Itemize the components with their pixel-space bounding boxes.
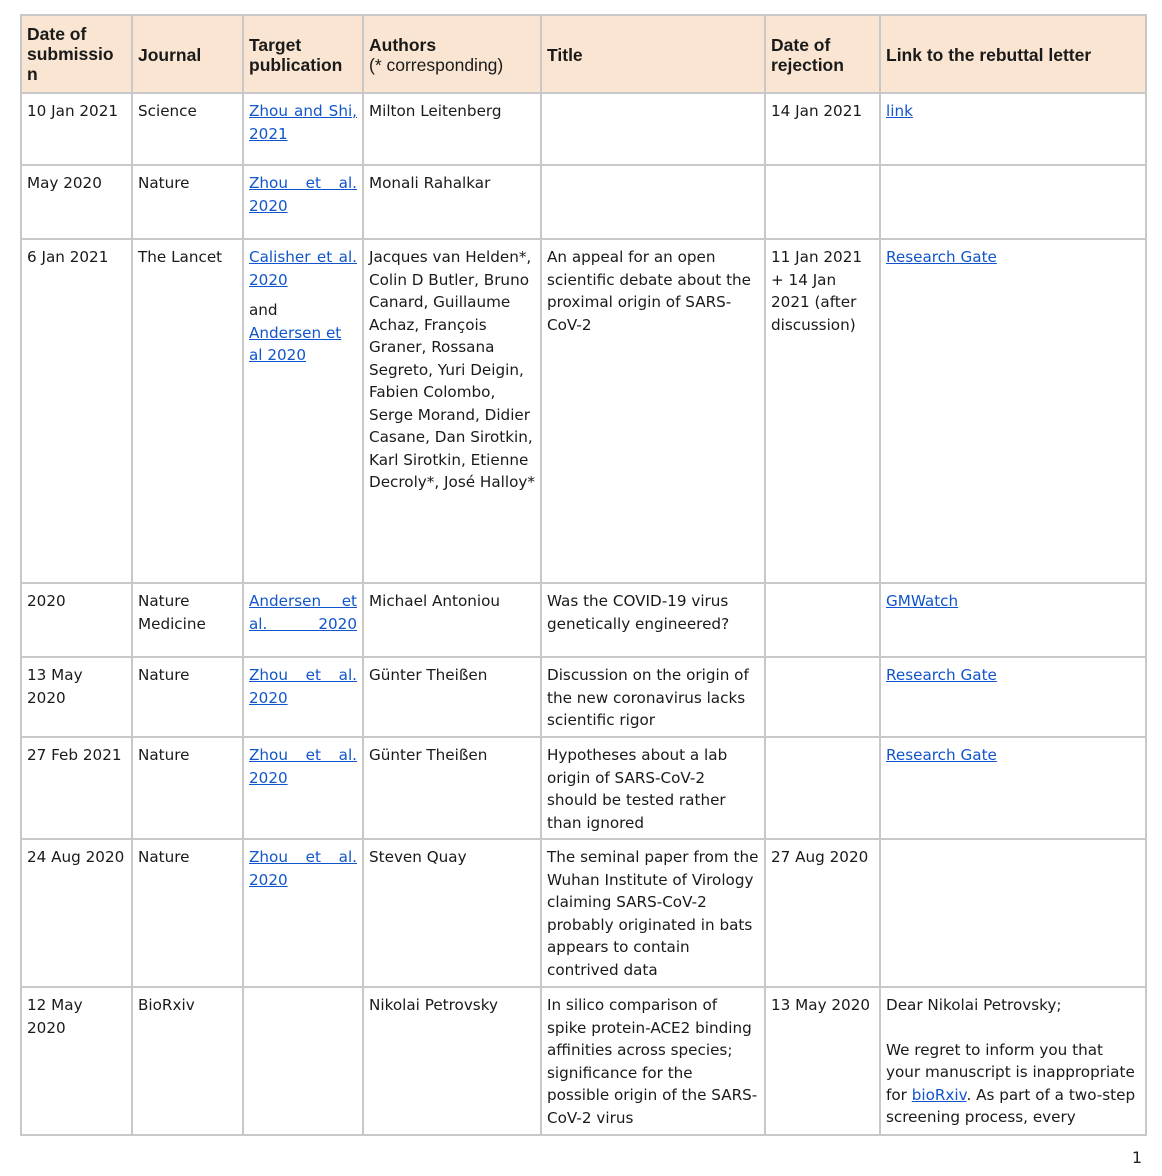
- cell-journal: Nature: [132, 657, 243, 737]
- header-journal: [132, 15, 243, 93]
- cell-link: [880, 657, 1146, 737]
- cell-journal: Nature: [132, 839, 243, 987]
- table-row: [21, 657, 1146, 737]
- cell-date: 10 Jan 2021: [21, 93, 132, 165]
- cell-date: 12 May 2020: [21, 987, 132, 1135]
- cell-rejection: 27 Aug 2020: [765, 839, 880, 987]
- cell-target: [243, 239, 363, 583]
- rebuttal-link[interactable]: link: [886, 102, 913, 120]
- cell-authors: Monali Rahalkar: [363, 165, 541, 239]
- cell-target: [243, 583, 363, 657]
- cell-date: 24 Aug 2020: [21, 839, 132, 987]
- cell-journal: Nature Medicine: [132, 583, 243, 657]
- header-date-rejection-label: Date of rejection: [771, 35, 844, 75]
- cell-authors: Günter Theißen: [363, 737, 541, 839]
- cell-rejection: [765, 165, 880, 239]
- header-authors-sub: (* corresponding): [369, 55, 504, 75]
- header-title: [541, 15, 765, 93]
- cell-title: [541, 93, 765, 165]
- cell-date: 13 May 2020: [21, 657, 132, 737]
- header-row: [21, 15, 1146, 93]
- target-link-2[interactable]: Andersen et al 2020: [249, 323, 342, 364]
- header-link-label: Link to the rebuttal letter: [886, 45, 1092, 65]
- cell-rejection: 13 May 2020: [765, 987, 880, 1135]
- cell-target: [243, 657, 363, 737]
- header-date-rejection: [765, 15, 880, 93]
- cell-rejection: [765, 657, 880, 737]
- cell-journal: Science: [132, 93, 243, 165]
- cell-title: In silico comparison of spike protein-ACE2 binding affinities across species; significance for the possible origin of the SARS-CoV-2 virus: [541, 987, 765, 1135]
- rejection-table: [20, 14, 1147, 1136]
- cell-journal: BioRxiv: [132, 987, 243, 1135]
- cell-title: An appeal for an open scientific debate about the proximal origin of SARS-CoV-2: [541, 239, 765, 583]
- cell-target: [243, 93, 363, 165]
- table-row: [21, 165, 1146, 239]
- header-target: [243, 15, 363, 93]
- cell-title: Hypotheses about a lab origin of SARS-CoV-2 should be tested rather than ignored: [541, 737, 765, 839]
- letter-greeting: Dear Nikolai Petrovsky;: [886, 996, 1062, 1014]
- header-link: [880, 15, 1146, 93]
- target-link[interactable]: Zhou et al. 2020: [249, 848, 357, 889]
- cell-title: Was the COVID-19 virus genetically engineered?: [541, 583, 765, 657]
- cell-target: [243, 165, 363, 239]
- rebuttal-link[interactable]: Research Gate: [886, 666, 997, 684]
- table-row: [21, 737, 1146, 839]
- letter-body-b: . As part of a two-step screening process, every: [886, 1085, 1136, 1126]
- cell-rejection: 14 Jan 2021: [765, 93, 880, 165]
- rebuttal-link[interactable]: Research Gate: [886, 248, 997, 266]
- page-number: 1: [1131, 1148, 1142, 1167]
- cell-link: [880, 165, 1146, 239]
- rebuttal-link[interactable]: GMWatch: [886, 592, 959, 610]
- cell-authors: Steven Quay: [363, 839, 541, 987]
- target-link[interactable]: Zhou et al. 2020: [249, 666, 357, 707]
- table-row: [21, 583, 1146, 657]
- cell-date: 6 Jan 2021: [21, 239, 132, 583]
- cell-link: [880, 583, 1146, 657]
- header-target-label: Target publication: [249, 35, 343, 75]
- target-link[interactable]: Zhou and Shi, 2021: [249, 102, 357, 143]
- cell-link: [880, 987, 1146, 1135]
- cell-authors: Günter Theißen: [363, 657, 541, 737]
- cell-link: [880, 839, 1146, 987]
- cell-rejection: [765, 583, 880, 657]
- cell-date: May 2020: [21, 165, 132, 239]
- header-title-label: Title: [547, 45, 583, 65]
- target-and: and: [249, 301, 278, 319]
- target-link[interactable]: Zhou et al. 2020: [249, 746, 357, 787]
- letter-body: [886, 1039, 1140, 1129]
- rebuttal-link[interactable]: Research Gate: [886, 746, 997, 764]
- cell-date: 27 Feb 2021: [21, 737, 132, 839]
- cell-date: 2020: [21, 583, 132, 657]
- cell-authors: Michael Antoniou: [363, 583, 541, 657]
- cell-title: Discussion on the origin of the new coronavirus lacks scientific rigor: [541, 657, 765, 737]
- header-authors-label: Authors: [369, 35, 437, 55]
- cell-rejection: [765, 737, 880, 839]
- table-row: [21, 93, 1146, 165]
- cell-authors: Milton Leitenberg: [363, 93, 541, 165]
- table-row: [21, 839, 1146, 987]
- cell-journal: Nature: [132, 737, 243, 839]
- target-link[interactable]: Calisher et al. 2020: [249, 248, 357, 289]
- cell-title: The seminal paper from the Wuhan Institute of Virology claiming SARS-CoV-2 probably originated in bats appears to contain contrived data: [541, 839, 765, 987]
- header-authors: [363, 15, 541, 93]
- cell-rejection: 11 Jan 2021 + 14 Jan 2021 (after discussion): [765, 239, 880, 583]
- cell-journal: Nature: [132, 165, 243, 239]
- cell-authors: Nikolai Petrovsky: [363, 987, 541, 1135]
- cell-link: [880, 239, 1146, 583]
- header-date-submission: Date of submissio n: [21, 15, 132, 93]
- cell-title: [541, 165, 765, 239]
- cell-target: [243, 737, 363, 839]
- table-row: [21, 239, 1146, 583]
- cell-journal: The Lancet: [132, 239, 243, 583]
- cell-target: [243, 987, 363, 1135]
- letter-body-a: We regret to inform you that your manuscript is inappropriate for: [886, 1040, 1135, 1104]
- header-journal-label: Journal: [138, 45, 202, 65]
- cell-authors: Jacques van Helden*, Colin D Butler, Bruno Canard, Guillaume Achaz, François Graner, Rossana Segreto, Yuri Deigin, Fabien Colombo, Serge Morand, Didier Casane, Dan Sirotkin, Karl Sirotkin, Etienne Decroly*, José Halloy*: [363, 239, 541, 583]
- table-row: [21, 987, 1146, 1135]
- cell-target: [243, 839, 363, 987]
- target-link[interactable]: Andersen et al. 2020: [249, 592, 357, 633]
- cell-link: [880, 93, 1146, 165]
- cell-link: [880, 737, 1146, 839]
- target-link[interactable]: Zhou et al. 2020: [249, 174, 357, 215]
- biorxiv-link[interactable]: bioRxiv: [911, 1085, 967, 1104]
